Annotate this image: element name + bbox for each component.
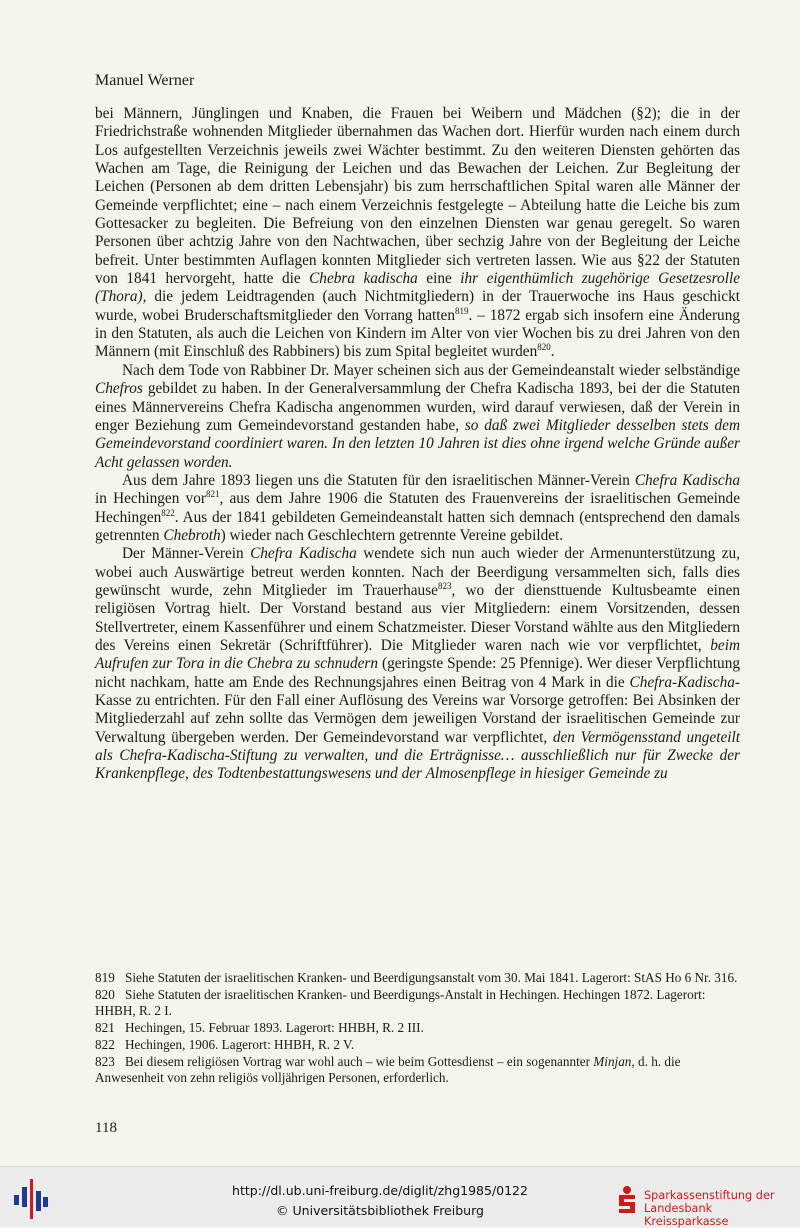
footnote-ref-822[interactable]: 822 [161,507,175,518]
paragraph-1: bei Männern, Jünglingen und Knaben, die Frauen bei Weibern und Mädchen (§2); die in der Friedrichstraße wohnenden Mitglieder übernahmen das Wachen dort. Hierfür wurden nach einem durch Los aufgestellten Verzeichnis jeweils zwei Wächter bestimmt. Zu den weiteren Diensten gehörten das Wachen am Tage, die Reinigung der Leichen und das Bewachen der Leichen. Zur Begleitung der Leichen (Personen ab dem dritten Lebensjahr) bis zum herrschaftlichen Spital waren alle Männer der Gemeinde verpflichtet; eine – nach einem Verzeichnis festgelegte – Abteilung hatte die Leiche bis zum Gottesacker zu begleiten. Die Befreiung von den einzelnen Diensten war genau geregelt. So waren Personen über achtzig Jahre von den Nachtwachen, über sechzig Jahre von der Begleitung der Leiche befreit. Unter bestimmten Auflagen konnten Mitglieder sich vertreten lassen. Wie aus §22 der Statuten von 1841 hervorgeht, hatte die Chebra kadischa eine ihr eigenthümlich zugehörige Gesetzesrolle (Thora), die jedem Leidtragenden (auch Nichtmitgliedern) in der Trauerwoche ins Haus geschickt wurde, wobei Bruderschaftsmitglieder den Vorrang hatten$^{819}$. – 1872 ergab sich insofern eine Änderung in den Statuten, als auch die Leichen von Kindern im Alter von vier Wochen bis zu drei Jahren von den Männern (mit Einschluß des Rabbiners) bis zum Spital begleitet wurden$^{820}$. [95,105,741,361]
copyright-notice: © Universitätsbibliothek Freiburg [276,1203,484,1218]
viewer-footer [0,1166,800,1227]
paragraph-2: Nach dem Tode von Rabbiner Dr. Mayer scheinen sich aus der Gemeindeanstalt wieder selbständige Chefros gebildet zu haben. In der Generalversammlung der Chefra Kadischa 1893, bei der die Statuten eines Männervereins Chefra Kadischa angenommen wurden, wird darauf verwiesen, daß der Verein in enger Beziehung zum Gemeindevorstand gestanden habe, so daß zwei Mitglieder desselben stets dem Gemeindevorstand coordiniert waren. In den letzten 10 Jahren ist dies ohne irgend welche Gründe außer Acht gelassen worden. [95,361,740,471]
footnote-ref-820[interactable]: 820 [537,342,551,353]
footnotes [95,970,740,1087]
sponsor-name: Sparkassenstiftung der Landesbank Kreissparkasse [644,1189,775,1228]
running-head: Manuel Werner [95,72,195,89]
footer-citation [200,1181,560,1221]
sparkasse-logo-icon[interactable] [616,1185,638,1215]
ub-freiburg-logo-icon[interactable] [14,1177,48,1221]
footnote-823: 823 Bei diesem religiösen Vortrag war wohl auch – wie beim Gottesdienst – ein sogenannter Minjan, d. h. die Anwesenheit von zehn religiös volljährigen Personen, erforderlich. [95,1053,681,1086]
footnote-ref-821[interactable]: 821 [205,489,220,500]
footnote-821: 821 Hechingen, 15. Februar 1893. Lagerort: HHBH, R. 2 III. [95,1020,424,1036]
page-number: 118 [95,1120,117,1136]
paragraph-3: Aus dem Jahre 1893 liegen uns die Statuten für den israelitischen Männer-Verein Chefra Kadischa in Hechingen vor$^{821}$, aus dem Jahre 1906 die Statuten des Frauenvereins der israelitischen Gemeinde Hechingen$^{822}$. Aus der 1841 gebildeten Gemeindeanstalt hatten sich demnach (entsprechend den damals getrennten Chebroth) wieder nach Geschlechtern getrennte Vereine gebildet. [95,471,740,544]
footnote-ref-823[interactable]: 823 [437,580,452,591]
footnote-ref-819[interactable]: 819 [454,305,469,316]
footnote-820: 820 Siehe Statuten der israelitischen Kranken- und Beerdigungs-Anstalt in Hechingen. Hechingen 1872. Lagerort: HHBH, R. 2 I. [95,986,706,1019]
footnote-819: 819 Siehe Statuten der israelitischen Kranken- und Beerdigungsanstalt vom 30. Mai 1841. Lagerort: StAS Ho 6 Nr. 316. [95,970,738,985]
paragraph-4: Der Männer-Verein Chefra Kadischa wendete sich nun auch wieder der Armenunterstützung zu, wobei auch Auswärtige betreut werden konnten. Nach der Beerdigung versammelten sich, falls dies gewünscht wurde, zehn Mitglieder im Trauerhause$^{823}$, wo der diensttuende Kultusbeamte einen religiösen Vortrag hielt. Der Vorstand bestand aus vier Mitgliedern: einem Vorsitzenden, dessen Stellvertreter, einem Kassenführer und einem Schatzmeister. Dieser Vorstand wählte aus den Mitgliedern des Vereins einen Sekretär (Schriftführer). Die Mitglieder waren nach wie vor verpflichtet, beim Aufrufen zur Tora in die Chebra zu schnudern (geringste Spende: 25 Pfennige). Wer dieser Verpflichtung nicht nachkam, hatte am Ende des Rechnungsjahres einen Beitrag von 4 Mark in die Chefra-Kadischa-Kasse zu entrichten. Für den Fall einer Auflösung des Vereins war Vorsorge getroffen: Bei Absinken der Mitgliederzahl auf zehn sollte das Vermögen dem jeweiligen Vorstand der israelitischen Gemeinde zur Verwaltung übergeben werden. Der Gemeindevorstand war verpflichtet, den Vermögensstand ungeteilt als Chefra-Kadischa-Stiftung zu verwalten, und die Erträgnisse… ausschließlich nur für Zwecke der Krankenpflege, des Todtenbestattungswesens und der Almosenpflege in hiesiger Gemeinde zu [95,545,741,783]
footnote-822: 822 Hechingen, 1906. Lagerort: HHBH, R. 2 V. [95,1036,355,1052]
main-text [95,105,740,784]
permalink-url[interactable]: http://dl.ub.uni-freiburg.de/diglit/zhg1985/0122 [232,1183,528,1198]
